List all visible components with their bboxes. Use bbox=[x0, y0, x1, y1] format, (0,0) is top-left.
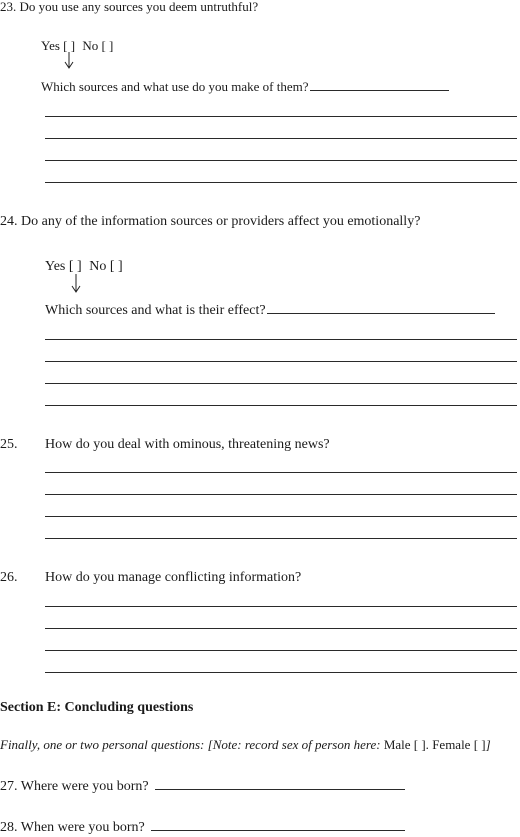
q23-answer-line-4[interactable] bbox=[45, 182, 517, 183]
q26-answer-line-3[interactable] bbox=[45, 650, 517, 651]
q25-answer-line-4[interactable] bbox=[45, 538, 517, 539]
q28-question: When were you born? bbox=[20, 820, 145, 835]
q25-answer-line-2[interactable] bbox=[45, 494, 517, 495]
male-checkbox[interactable]: Male [ ]. bbox=[383, 737, 429, 752]
q24-followup-blank[interactable] bbox=[267, 312, 495, 314]
q28-number: 28. bbox=[0, 820, 18, 835]
q23-yes-checkbox[interactable]: Yes [ ] bbox=[41, 38, 76, 53]
q24-answer-line-4[interactable] bbox=[45, 405, 517, 406]
q26-answer-line-2[interactable] bbox=[45, 628, 517, 629]
q23-followup-text: Which sources and what use do you make of them? bbox=[41, 79, 309, 94]
q23-question: Do you use any sources you deem untruthful? bbox=[19, 0, 259, 14]
q27-question: Where were you born? bbox=[20, 779, 149, 794]
q24-number: 24. bbox=[0, 214, 18, 229]
q24-answer-line-3[interactable] bbox=[45, 383, 517, 384]
q23-followup-blank[interactable] bbox=[310, 89, 449, 91]
q26-heading bbox=[0, 571, 18, 585]
q24-followup-text: Which sources and what is their effect? bbox=[45, 303, 266, 318]
q28-row bbox=[0, 821, 405, 835]
q25-answer-line-3[interactable] bbox=[45, 516, 517, 517]
q23-no-checkbox[interactable]: No [ ] bbox=[82, 38, 114, 53]
q25-answer-line-1[interactable] bbox=[45, 472, 517, 473]
q23-answer-line-3[interactable] bbox=[45, 160, 517, 161]
q25-heading bbox=[0, 438, 18, 452]
q26-answer-line-1[interactable] bbox=[45, 606, 517, 607]
section-e-intro bbox=[0, 738, 491, 751]
q26-question: How do you manage conflicting information? bbox=[45, 570, 302, 585]
q24-heading bbox=[0, 215, 420, 229]
q27-row bbox=[0, 780, 405, 794]
q24-answer-line-1[interactable] bbox=[45, 339, 517, 340]
q28-answer-blank[interactable] bbox=[151, 829, 405, 831]
q23-answer-options bbox=[41, 39, 113, 52]
q26-answer-line-4[interactable] bbox=[45, 672, 517, 673]
q25-question: How do you deal with ominous, threatening news? bbox=[45, 437, 330, 452]
q26-number: 26. bbox=[0, 570, 18, 585]
q23-followup bbox=[41, 80, 449, 93]
q24-no-checkbox[interactable]: No [ ] bbox=[89, 259, 123, 274]
q27-number: 27. bbox=[0, 779, 18, 794]
q27-answer-blank[interactable] bbox=[155, 788, 405, 790]
q24-answer-options bbox=[45, 260, 123, 274]
q24-followup bbox=[45, 304, 495, 318]
q23-heading bbox=[0, 0, 258, 13]
q23-answer-line-2[interactable] bbox=[45, 138, 517, 139]
q25-number: 25. bbox=[0, 437, 18, 452]
q23-down-arrow-icon bbox=[63, 52, 75, 70]
q24-down-arrow-icon bbox=[70, 274, 82, 294]
q23-number: 23. bbox=[0, 0, 17, 14]
section-e-heading: Section E: Concluding questions bbox=[0, 700, 194, 715]
section-e-intro-close: ] bbox=[485, 737, 491, 752]
q24-question: Do any of the information sources or providers affect you emotionally? bbox=[21, 214, 421, 229]
female-checkbox[interactable]: Female [ ] bbox=[432, 737, 486, 752]
q24-answer-line-2[interactable] bbox=[45, 361, 517, 362]
section-e-intro-text: Finally, one or two personal questions: [Note: record sex of person here: bbox=[0, 737, 381, 752]
q24-yes-checkbox[interactable]: Yes [ ] bbox=[45, 259, 82, 274]
q23-answer-line-1[interactable] bbox=[45, 116, 517, 117]
